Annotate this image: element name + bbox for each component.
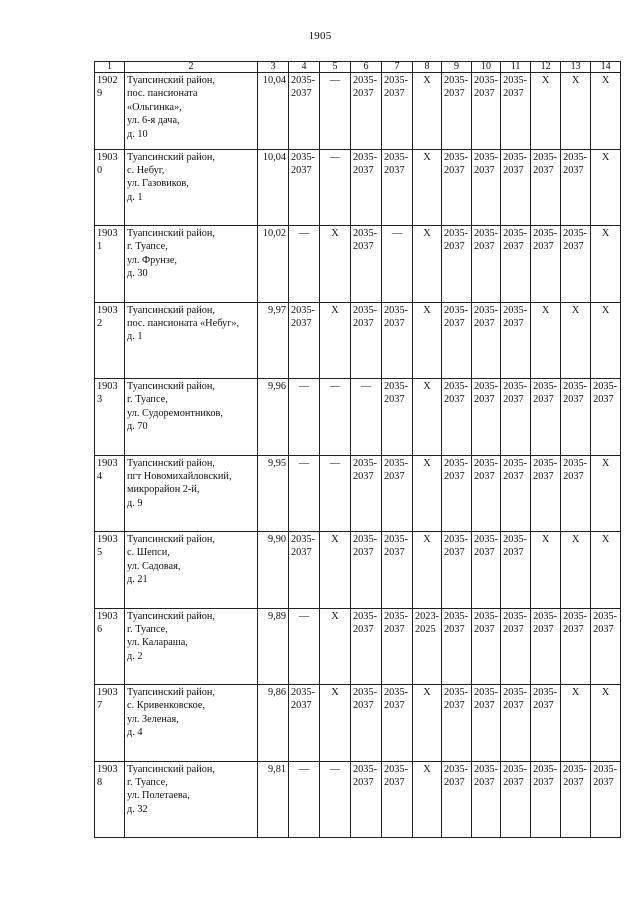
period-cell: X — [320, 302, 351, 379]
address-cell — [125, 302, 258, 379]
period-cell: X — [413, 73, 442, 150]
period-cell: X — [413, 761, 442, 838]
period-cell: 2035- 2037 — [351, 761, 382, 838]
address-line: д. 10 — [127, 128, 148, 140]
address-cell — [125, 761, 258, 838]
address-cell — [125, 608, 258, 685]
value-cell: 10,04 — [258, 149, 289, 226]
value-cell: 10,02 — [258, 226, 289, 303]
address-line: г. Туапсе, — [127, 394, 168, 406]
period-cell: — — [320, 149, 351, 226]
period-cell: 2035- 2037 — [442, 532, 472, 609]
period-cell: 2023- 2025 — [413, 608, 442, 685]
value-cell: 10,04 — [258, 73, 289, 150]
period-cell: — — [320, 73, 351, 150]
address-line: г. Туапсе, — [127, 241, 168, 253]
address-line: ул. Судоремонтников, — [127, 407, 223, 419]
period-cell: X — [591, 73, 621, 150]
period-cell: 2035- 2037 — [501, 226, 531, 303]
period-cell: 2035- 2037 — [351, 455, 382, 532]
period-cell: X — [531, 73, 561, 150]
period-cell: X — [591, 302, 621, 379]
period-cell: 2035- 2037 — [561, 455, 591, 532]
period-cell: X — [591, 685, 621, 762]
row-id: 19030 — [95, 149, 125, 226]
address-line: д. 70 — [127, 421, 148, 433]
period-cell: — — [289, 379, 320, 456]
period-cell: X — [561, 685, 591, 762]
address-line: с. Кривенковское, — [127, 700, 206, 712]
period-cell: 2035- 2037 — [531, 761, 561, 838]
address-line: д. 2 — [127, 650, 143, 662]
period-cell: X — [413, 149, 442, 226]
table-row — [95, 379, 621, 456]
address-line: д. 1 — [127, 191, 143, 203]
period-cell: 2035- 2037 — [442, 302, 472, 379]
period-cell: 2035- 2037 — [501, 455, 531, 532]
row-id: 19035 — [95, 532, 125, 609]
period-cell: 2035- 2037 — [472, 379, 501, 456]
period-cell: 2035- 2037 — [289, 73, 320, 150]
address-cell — [125, 455, 258, 532]
address-line: пгт Новомихайловский, — [127, 470, 232, 482]
column-header: 2 — [125, 62, 258, 73]
address-line: Туапсинский район, — [127, 687, 215, 698]
period-cell: X — [531, 532, 561, 609]
period-cell: 2035- 2037 — [442, 149, 472, 226]
period-cell: 2035- 2037 — [472, 685, 501, 762]
address-line: д. 32 — [127, 803, 148, 815]
period-cell: 2035- 2037 — [382, 608, 413, 685]
table-row — [95, 685, 621, 762]
period-cell: X — [531, 302, 561, 379]
address-line: д. 9 — [127, 497, 143, 509]
period-cell: 2035- 2037 — [472, 608, 501, 685]
value-cell: 9,86 — [258, 685, 289, 762]
period-cell: — — [289, 608, 320, 685]
period-cell: 2035- 2037 — [501, 761, 531, 838]
address-line: д. 1 — [127, 331, 143, 343]
address-cell — [125, 379, 258, 456]
address-line: микрорайон 2-й, — [127, 484, 200, 496]
row-id: 19033 — [95, 379, 125, 456]
period-cell: 2035- 2037 — [531, 685, 561, 762]
period-cell: 2035- 2037 — [472, 455, 501, 532]
row-id: 19031 — [95, 226, 125, 303]
period-cell: 2035- 2037 — [289, 149, 320, 226]
period-cell: — — [382, 226, 413, 303]
period-cell: X — [561, 532, 591, 609]
address-cell — [125, 532, 258, 609]
period-cell: 2035- 2037 — [472, 761, 501, 838]
address-line: Туапсинский район, — [127, 610, 215, 622]
period-cell: 2035- 2037 — [531, 455, 561, 532]
period-cell: X — [320, 685, 351, 762]
period-cell: — — [289, 455, 320, 532]
period-cell: 2035- 2037 — [501, 149, 531, 226]
address-line: ул. Полетаева, — [127, 790, 190, 802]
address-line: ул. Калараша, — [127, 637, 188, 649]
period-cell: X — [591, 226, 621, 303]
period-cell: X — [561, 302, 591, 379]
address-line: ул. Газовиков, — [127, 178, 189, 190]
period-cell: 2035- 2037 — [591, 608, 621, 685]
address-line: «Ольгинка», — [127, 101, 182, 113]
row-id: 19037 — [95, 685, 125, 762]
address-line: с. Небуг, — [127, 164, 165, 176]
period-cell: 2035- 2037 — [531, 226, 561, 303]
value-cell: 9,89 — [258, 608, 289, 685]
address-cell — [125, 149, 258, 226]
period-cell: X — [320, 532, 351, 609]
period-cell: X — [591, 532, 621, 609]
period-cell: — — [351, 379, 382, 456]
table-row — [95, 761, 621, 838]
period-cell: 2035- 2037 — [501, 379, 531, 456]
period-cell: 2035- 2037 — [442, 761, 472, 838]
row-id: 19034 — [95, 455, 125, 532]
period-cell: X — [561, 73, 591, 150]
address-cell — [125, 73, 258, 150]
period-cell: 2035- 2037 — [351, 302, 382, 379]
period-cell: 2035- 2037 — [442, 608, 472, 685]
period-cell: 2035- 2037 — [531, 149, 561, 226]
period-cell: 2035- 2037 — [442, 685, 472, 762]
address-line: Туапсинский район, — [127, 763, 215, 775]
period-cell: 2035- 2037 — [382, 302, 413, 379]
table-row — [95, 149, 621, 226]
period-cell: — — [320, 379, 351, 456]
period-cell: 2035- 2037 — [351, 226, 382, 303]
table-row — [95, 455, 621, 532]
period-cell: 2035- 2037 — [351, 73, 382, 150]
period-cell: 2035- 2037 — [351, 149, 382, 226]
period-cell: 2035- 2037 — [472, 149, 501, 226]
period-cell: — — [289, 226, 320, 303]
period-cell: 2035- 2037 — [382, 149, 413, 226]
register-table — [94, 61, 621, 838]
period-cell: 2035- 2037 — [382, 455, 413, 532]
period-cell: 2035- 2037 — [289, 302, 320, 379]
period-cell: 2035- 2037 — [501, 532, 531, 609]
value-cell: 9,95 — [258, 455, 289, 532]
period-cell: 2035- 2037 — [561, 226, 591, 303]
value-cell: 9,90 — [258, 532, 289, 609]
column-header: 10 — [472, 62, 501, 73]
period-cell: 2035- 2037 — [472, 302, 501, 379]
address-cell — [125, 685, 258, 762]
period-cell: 2035- 2037 — [442, 455, 472, 532]
column-header: 13 — [561, 62, 591, 73]
period-cell: 2035- 2037 — [382, 761, 413, 838]
row-id: 19036 — [95, 608, 125, 685]
period-cell: X — [413, 685, 442, 762]
table-row — [95, 226, 621, 303]
period-cell: — — [289, 761, 320, 838]
period-cell: 2035- 2037 — [351, 608, 382, 685]
period-cell: X — [413, 379, 442, 456]
value-cell: 9,97 — [258, 302, 289, 379]
period-cell: 2035- 2037 — [561, 761, 591, 838]
column-header: 14 — [591, 62, 621, 73]
period-cell: 2035- 2037 — [531, 379, 561, 456]
column-header: 8 — [413, 62, 442, 73]
address-line: г. Туапсе, — [127, 623, 168, 635]
table-row — [95, 302, 621, 379]
address-line: Туапсинский район, — [127, 75, 215, 86]
column-header: 6 — [351, 62, 382, 73]
period-cell: 2035- 2037 — [591, 379, 621, 456]
period-cell: X — [320, 608, 351, 685]
period-cell: 2035- 2037 — [472, 532, 501, 609]
header-row — [95, 62, 621, 73]
period-cell: 2035- 2037 — [382, 685, 413, 762]
address-line: ул. 6-я дача, — [127, 115, 180, 127]
period-cell: 2035- 2037 — [472, 226, 501, 303]
period-cell: 2035- 2037 — [382, 532, 413, 609]
address-line: Туапсинский район, — [127, 228, 215, 239]
row-id: 19038 — [95, 761, 125, 838]
period-cell: 2035- 2037 — [442, 379, 472, 456]
period-cell: 2035- 2037 — [501, 302, 531, 379]
value-cell: 9,96 — [258, 379, 289, 456]
address-line: пос. пансионата «Небуг», — [127, 317, 240, 329]
period-cell: 2035- 2037 — [289, 685, 320, 762]
row-id: 19029 — [95, 73, 125, 150]
address-line: с. Шепси, — [127, 547, 170, 559]
period-cell: X — [413, 532, 442, 609]
period-cell: — — [320, 455, 351, 532]
address-line: Туапсинский район, — [127, 151, 215, 163]
address-line: д. 4 — [127, 727, 143, 739]
period-cell: 2035- 2037 — [382, 73, 413, 150]
table-row — [95, 532, 621, 609]
address-line: Туапсинский район, — [127, 534, 215, 545]
period-cell: 2035- 2037 — [442, 226, 472, 303]
period-cell: 2035- 2037 — [591, 761, 621, 838]
period-cell: 2035- 2037 — [501, 685, 531, 762]
column-header: 4 — [289, 62, 320, 73]
period-cell: 2035- 2037 — [501, 73, 531, 150]
period-cell: X — [413, 226, 442, 303]
period-cell: 2035- 2037 — [531, 608, 561, 685]
period-cell: 2035- 2037 — [382, 379, 413, 456]
address-line: ул. Зеленая, — [127, 713, 179, 725]
period-cell: 2035- 2037 — [442, 73, 472, 150]
column-header: 1 — [95, 62, 125, 73]
address-cell — [125, 226, 258, 303]
period-cell: X — [591, 455, 621, 532]
address-line: д. 30 — [127, 268, 148, 280]
period-cell: 2035- 2037 — [351, 532, 382, 609]
address-line: Туапсинский район, — [127, 304, 215, 316]
period-cell: 2035- 2037 — [561, 149, 591, 226]
column-header: 9 — [442, 62, 472, 73]
column-header: 5 — [320, 62, 351, 73]
address-line: ул. Садовая, — [127, 560, 181, 572]
value-cell: 9,81 — [258, 761, 289, 838]
period-cell: X — [413, 455, 442, 532]
column-header: 12 — [531, 62, 561, 73]
table-row — [95, 73, 621, 150]
period-cell: 2035- 2037 — [561, 608, 591, 685]
period-cell: — — [320, 761, 351, 838]
column-header: 11 — [501, 62, 531, 73]
address-line: Туапсинский район, — [127, 457, 215, 469]
period-cell: 2035- 2037 — [472, 73, 501, 150]
address-line: ул. Фрунзе, — [127, 254, 178, 266]
address-line: д. 21 — [127, 574, 148, 586]
address-line: Туапсинский район, — [127, 381, 215, 392]
address-line: пос. пансионата — [127, 88, 198, 100]
period-cell: X — [413, 302, 442, 379]
table-row — [95, 608, 621, 685]
period-cell: X — [320, 226, 351, 303]
page-number: 1905 — [308, 30, 332, 42]
address-line: г. Туапсе, — [127, 776, 168, 788]
period-cell: 2035- 2037 — [501, 608, 531, 685]
period-cell: 2035- 2037 — [561, 379, 591, 456]
column-header: 3 — [258, 62, 289, 73]
row-id: 19032 — [95, 302, 125, 379]
period-cell: 2035- 2037 — [351, 685, 382, 762]
period-cell: 2035- 2037 — [289, 532, 320, 609]
period-cell: X — [591, 149, 621, 226]
column-header: 7 — [382, 62, 413, 73]
register-body — [95, 73, 621, 838]
